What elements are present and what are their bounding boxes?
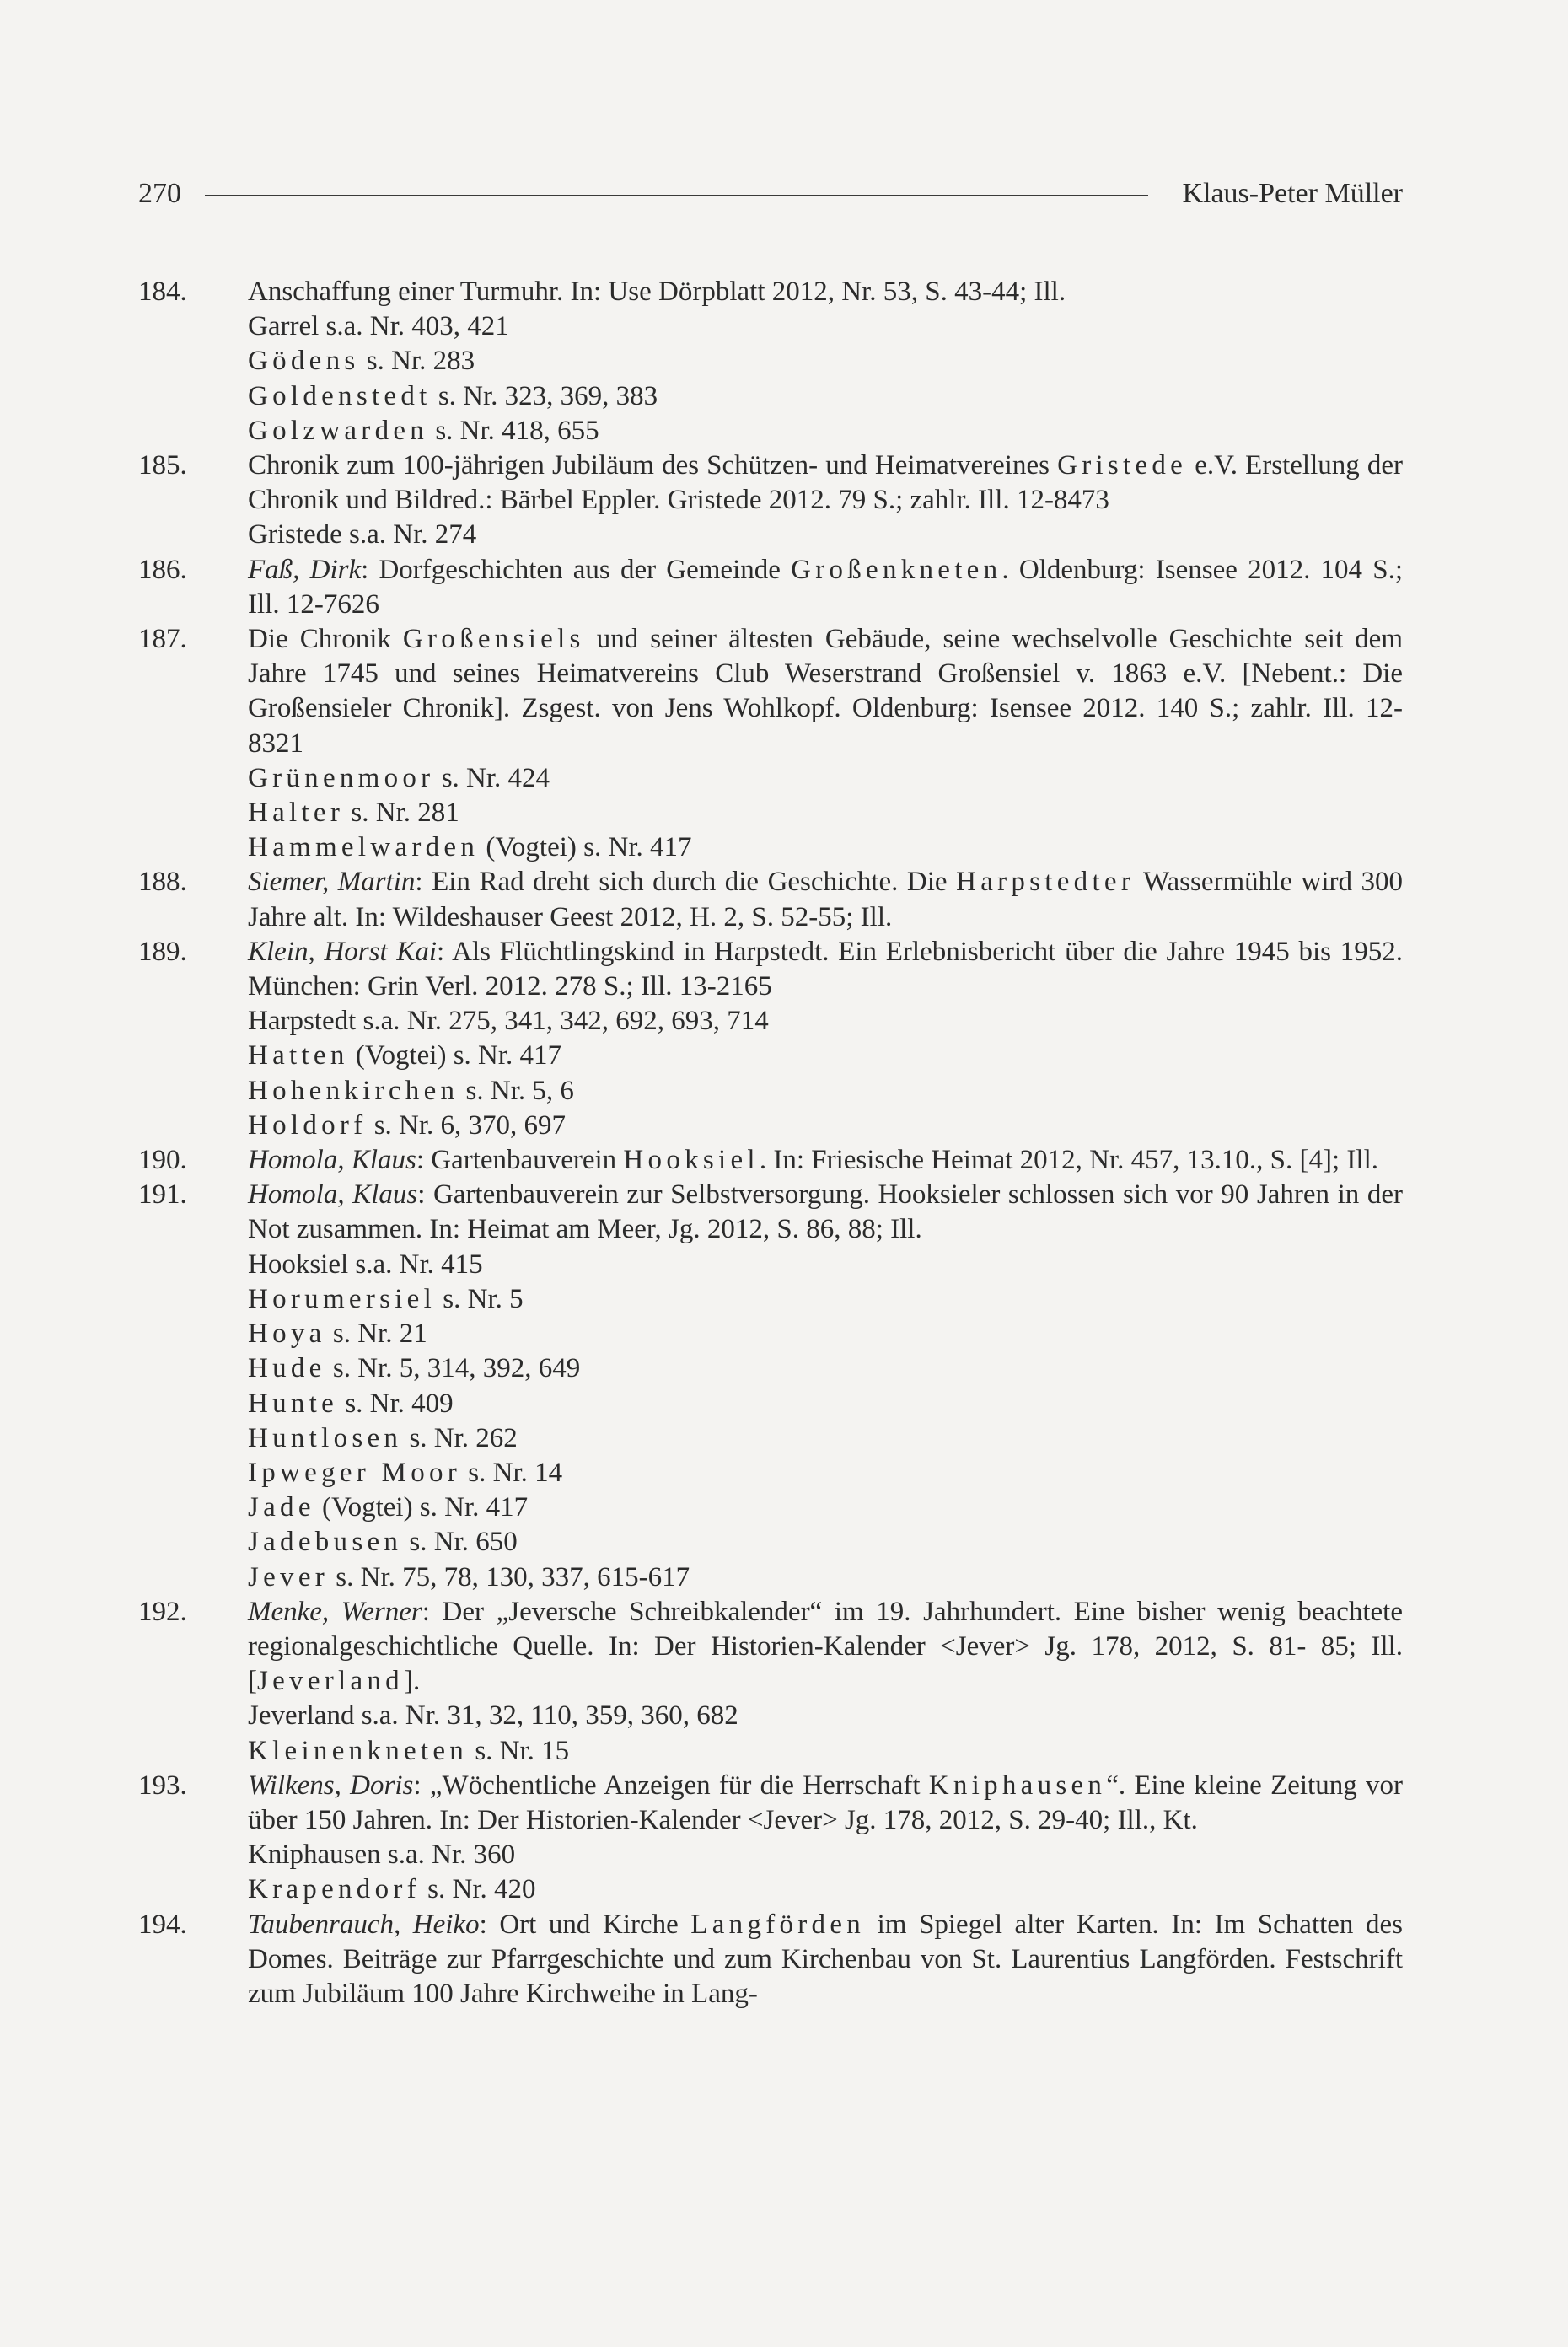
entry-text: (Vogtei) s. Nr. 417 <box>479 832 692 863</box>
place-name: Jadebusen <box>248 1527 403 1558</box>
entry-text: s. Nr. 6, 370, 697 <box>367 1109 567 1141</box>
entry-text: Anschaffung einer Turmuhr. In: Use Dörpblatt 2012, Nr. 53, S. 43-44; Ill. <box>248 277 1066 307</box>
entry-number: 193. <box>138 1770 187 1801</box>
entry-text: s. Nr. 283 <box>359 346 475 377</box>
place-name: Hohenkirchen <box>248 1075 459 1106</box>
author-name: Faß, Dirk <box>248 554 362 585</box>
entry-text: (Vogtei) s. Nr. 417 <box>314 1492 529 1523</box>
cross-reference <box>138 1109 1403 1143</box>
place-name: Holdorf <box>248 1109 368 1141</box>
entry-text: Die Chronik <box>248 624 403 655</box>
entry-text: : Ein Rad dreht sich durch die Geschichte. Die <box>415 867 957 898</box>
entry-text: s. Nr. 5 <box>436 1283 524 1314</box>
entry-number: 186. <box>138 554 187 585</box>
place-name: Huntlosen <box>248 1422 403 1453</box>
author-name: Taubenrauch, Heiko <box>248 1909 480 1940</box>
cross-reference <box>138 1004 1403 1039</box>
place-name: Halter <box>248 798 345 829</box>
entry-text: s. Nr. 418, 655 <box>428 415 599 446</box>
author-name: Menke, Werner <box>248 1596 422 1627</box>
entry-text: e.V. Erstellung der Chronik und Bildred.: Bärbel Eppler. Gristede 2012. 79 S.; zahlr. Ill. 12-8473 <box>248 450 1403 516</box>
bibliography-entry <box>138 622 1403 761</box>
entry-text: Chronik zum 100-jährigen Jubiläum des Schützen- und Heimatvereines <box>248 450 1058 481</box>
author-name: Wilkens, Doris <box>248 1770 414 1801</box>
cross-reference <box>138 1456 1403 1490</box>
entry-text: s. Nr. 424 <box>434 762 550 793</box>
place-name: Golzwarden <box>248 415 429 446</box>
entry-text: s. Nr. 21 <box>325 1319 427 1350</box>
entry-text: s. Nr. 323, 369, 383 <box>431 380 658 411</box>
place-name: Goldenstedt <box>248 380 432 411</box>
bibliography-entry <box>138 865 1403 934</box>
entry-text: s. Nr. 5, 314, 392, 649 <box>325 1353 581 1384</box>
cross-reference <box>138 1317 1403 1351</box>
cross-reference <box>138 344 1403 379</box>
place-name: Jeverland <box>257 1666 404 1697</box>
entry-text: : Gartenbauverein <box>416 1145 624 1176</box>
place-name: Harpstedter <box>956 867 1136 898</box>
cross-reference <box>138 518 1403 552</box>
place-name: Langförden <box>690 1909 866 1940</box>
cross-reference <box>138 1838 1403 1872</box>
entry-text: Hooksiel s.a. Nr. 415 <box>248 1249 483 1280</box>
entry-number: 187. <box>138 624 187 655</box>
cross-reference <box>138 1074 1403 1109</box>
entry-text: “. Eine kleine Zeitung vor über 150 Jahren. In: Der Historien-Kalender <Jever> Jg. 178, 2012, S. 29-40; Ill., Kt. <box>248 1770 1403 1835</box>
bibliography-entry <box>138 1595 1403 1700</box>
place-name: Hude <box>248 1353 326 1384</box>
header-rule <box>205 195 1148 196</box>
cross-reference <box>138 379 1403 414</box>
place-name: Jade <box>248 1492 315 1523</box>
place-name: Gödens <box>248 346 360 377</box>
place-name: Hunte <box>248 1388 339 1419</box>
entry-text: s. Nr. 409 <box>338 1388 454 1419</box>
place-name: Ipweger Moor <box>248 1457 462 1488</box>
place-name: Kleinenkneten <box>248 1735 469 1766</box>
cross-reference <box>138 1734 1403 1769</box>
bibliography-entry <box>138 1143 1403 1178</box>
entry-text: s. Nr. 5, 6 <box>459 1075 574 1106</box>
bibliography-entry <box>138 275 1403 309</box>
cross-reference <box>138 1039 1403 1073</box>
entry-text: Gristede s.a. Nr. 274 <box>248 519 477 550</box>
place-name: Krapendorf <box>248 1874 421 1905</box>
cross-reference <box>138 1872 1403 1907</box>
entry-text: s. Nr. 262 <box>402 1422 518 1453</box>
bibliography-entry <box>138 935 1403 1004</box>
place-name: Horumersiel <box>248 1283 437 1314</box>
cross-reference <box>138 1699 1403 1733</box>
author-name: Siemer, Martin <box>248 867 416 898</box>
place-name: Hoya <box>248 1319 326 1350</box>
entry-text: Jeverland s.a. Nr. 31, 32, 110, 359, 360, 682 <box>248 1700 738 1732</box>
entry-text: : Gartenbauverein zur Selbstversorgung. Hooksieler schlossen sich vor 90 Jahren in der Not zusammen. In: Heimat am Meer, Jg. 2012, S. 86, 88; Ill. <box>248 1179 1403 1245</box>
entry-text: : Ort und Kirche <box>479 1909 691 1940</box>
entry-text: im Spiegel alter Karten. In: Im Schatten des Domes. Beiträge zur Pfarrgeschichte und zum Kirchenbau von St. Laurentius Langförden. Festschrift zum Jubiläum 100 Jahre Kirchweihe in Lang- <box>248 1909 1403 2009</box>
entry-text: s. Nr. 75, 78, 130, 337, 615-617 <box>329 1561 690 1592</box>
cross-reference <box>138 1490 1403 1525</box>
bibliography-entry <box>138 553 1403 622</box>
entry-text: Kniphausen s.a. Nr. 360 <box>248 1839 516 1871</box>
entry-text: : Der „Jeversche Schreibkalender“ im 19. Jahrhundert. Eine bisher wenig beachtete regionalgeschichtliche Quelle. In: Der Historien-Kalender <Jever> Jg. 178, 2012, S. 81- 85; Ill. [ <box>248 1596 1403 1697</box>
entry-number: 189. <box>138 936 187 967</box>
place-name: Hooksiel <box>623 1145 760 1176</box>
page-number: 270 <box>138 178 181 209</box>
cross-reference <box>138 1248 1403 1282</box>
entry-text: . In: Friesische Heimat 2012, Nr. 457, 13.10., S. [4]; Ill. <box>759 1145 1378 1176</box>
entry-text: s. Nr. 14 <box>461 1457 563 1488</box>
place-name: Hatten <box>248 1040 349 1071</box>
entry-text: . Oldenburg: Isensee 2012. 104 S.; Ill. 12-7626 <box>248 554 1403 620</box>
entry-text: ]. <box>403 1666 421 1697</box>
entry-number: 188. <box>138 867 187 898</box>
author-name: Homola, Klaus <box>248 1179 418 1211</box>
place-name: Grünenmoor <box>248 762 435 793</box>
entry-text: und seiner ältesten Gebäude, seine wechselvolle Geschichte seit dem Jahre 1745 und seines Heimatvereins Club Weserstrand Großensiel v. 1863 e.V. [Nebent.: Die Großensieler Chronik]. Zsgest. von Jens Wohlkopf. Oldenburg: Isensee 2012. 140 S.; zahlr. Ill. 12-8321 <box>248 624 1403 759</box>
entry-text: s. Nr. 650 <box>402 1527 518 1558</box>
running-head-author: Klaus-Peter Müller <box>1182 178 1403 209</box>
cross-reference <box>138 1421 1403 1456</box>
cross-reference <box>138 1560 1403 1595</box>
bibliography-list <box>138 275 1403 2011</box>
cross-reference <box>138 1351 1403 1386</box>
cross-reference <box>138 1387 1403 1421</box>
author-name: Homola, Klaus <box>248 1145 416 1176</box>
entry-text: Garrel s.a. Nr. 403, 421 <box>248 311 509 342</box>
bibliography-entry <box>138 1178 1403 1247</box>
place-name: Gristede <box>1057 450 1188 481</box>
place-name: Großensiels <box>402 624 585 655</box>
entry-number: 184. <box>138 277 187 307</box>
bibliography-entry <box>138 448 1403 518</box>
running-header <box>138 169 1403 219</box>
entry-text: : Dorfgeschichten aus der Gemeinde <box>361 554 792 585</box>
bibliography-entry <box>138 1908 1403 2012</box>
entry-text: : „Wöchentliche Anzeigen für die Herrschaft <box>413 1770 929 1801</box>
cross-reference <box>138 796 1403 830</box>
entry-text: (Vogtei) s. Nr. 417 <box>348 1040 562 1071</box>
place-name: Kniphausen <box>928 1770 1107 1801</box>
entry-number: 192. <box>138 1596 187 1627</box>
entry-text: : Als Flüchtlingskind in Harpstedt. Ein Erlebnisbericht über die Jahre 1945 bis 1952. München: Grin Verl. 2012. 278 S.; Ill. 13-2165 <box>248 936 1403 1002</box>
entry-text: s. Nr. 281 <box>344 798 459 829</box>
entry-number: 191. <box>138 1179 187 1211</box>
cross-reference <box>138 309 1403 344</box>
entry-text: Wassermühle wird 300 Jahre alt. In: Wildeshauser Geest 2012, H. 2, S. 52-55; Ill. <box>248 867 1403 932</box>
author-name: Klein, Horst Kai <box>248 936 438 967</box>
cross-reference <box>138 1282 1403 1317</box>
cross-reference <box>138 830 1403 865</box>
entry-number: 194. <box>138 1909 187 1940</box>
place-name: Großenkneten <box>791 554 1002 585</box>
entry-text: s. Nr. 420 <box>420 1874 536 1905</box>
cross-reference <box>138 414 1403 448</box>
bibliography-entry <box>138 1769 1403 1838</box>
entry-text: Harpstedt s.a. Nr. 275, 341, 342, 692, 693, 714 <box>248 1006 769 1037</box>
entry-text: s. Nr. 15 <box>468 1735 570 1766</box>
entry-number: 185. <box>138 450 187 481</box>
place-name: Jever <box>248 1561 330 1592</box>
entry-number: 190. <box>138 1145 187 1176</box>
place-name: Hammelwarden <box>248 832 480 863</box>
cross-reference <box>138 761 1403 796</box>
cross-reference <box>138 1525 1403 1560</box>
